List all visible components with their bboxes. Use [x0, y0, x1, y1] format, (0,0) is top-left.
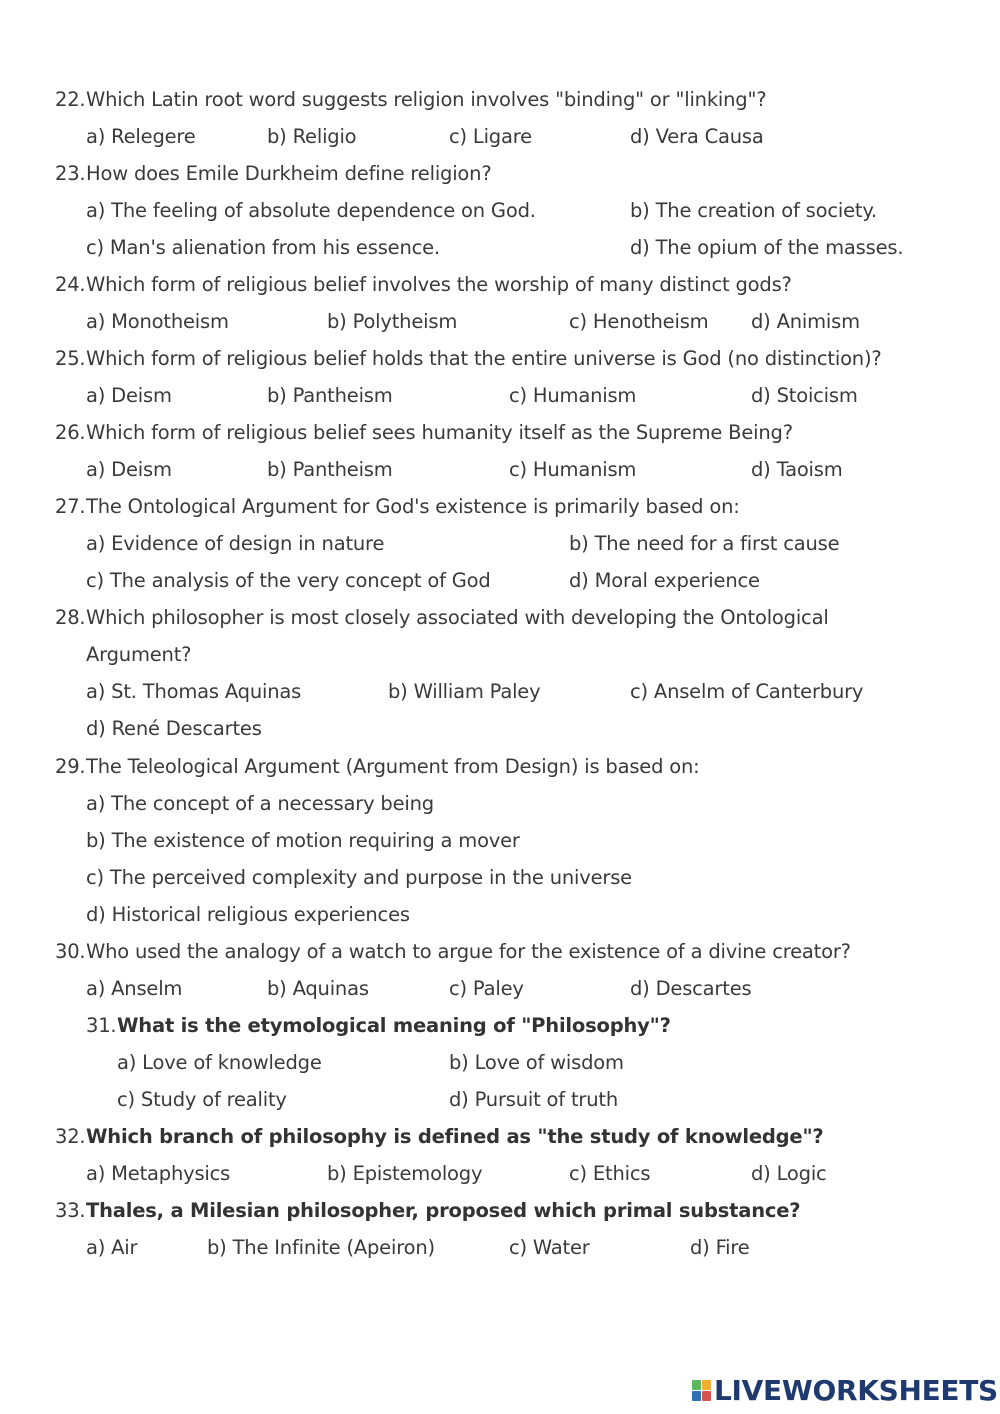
option-d[interactable]: d) Animism — [751, 310, 860, 333]
question-number: 26. — [55, 421, 86, 444]
option-a[interactable]: a) Metaphysics — [86, 1162, 231, 1185]
question-text: Who used the analogy of a watch to argue for the existence of a divine creator? — [86, 940, 851, 963]
option-a[interactable]: a) Air — [86, 1236, 138, 1259]
option-b[interactable]: b) The Infinite (Apeiron) — [207, 1236, 435, 1259]
question-text: Which form of religious belief sees humanity itself as the Supreme Being? — [86, 421, 793, 444]
option-c[interactable]: c) Paley — [449, 977, 524, 1000]
question-number: 31. — [86, 1014, 117, 1037]
option-d[interactable]: d) Descartes — [630, 977, 752, 1000]
option-a[interactable]: a) Monotheism — [86, 310, 229, 333]
option-c[interactable]: c) The analysis of the very concept of God — [86, 569, 491, 592]
option-a[interactable]: a) St. Thomas Aquinas — [86, 680, 302, 703]
option-b[interactable]: b) The need for a first cause — [569, 532, 840, 555]
option-a[interactable]: a) Deism — [86, 384, 172, 407]
question-number: 33. — [55, 1199, 86, 1222]
option-d[interactable]: d) Moral experience — [569, 569, 760, 592]
option-c[interactable]: c) Water — [509, 1236, 590, 1259]
option-c[interactable]: c) Study of reality — [117, 1088, 287, 1111]
option-b[interactable]: b) Pantheism — [267, 384, 393, 407]
option-d[interactable]: d) Logic — [751, 1162, 827, 1185]
question-text: Which philosopher is most closely associated with developing the Ontological — [86, 606, 829, 629]
option-b[interactable]: b) Polytheism — [327, 310, 458, 333]
option-c[interactable]: c) Man's alienation from his essence. — [86, 236, 440, 259]
question-text: The Ontological Argument for God's existence is primarily based on: — [86, 495, 740, 518]
liveworksheets-logo[interactable] — [692, 1374, 998, 1408]
option-d[interactable]: d) René Descartes — [86, 717, 262, 740]
question-text: The Teleological Argument (Argument from Design) is based on: — [86, 755, 700, 778]
question-number: 28. — [55, 606, 86, 629]
option-a[interactable]: a) Love of knowledge — [117, 1051, 322, 1074]
option-a[interactable]: a) Evidence of design in nature — [86, 532, 385, 555]
option-a[interactable]: a) Anselm — [86, 977, 183, 1000]
option-d[interactable]: d) Historical religious experiences — [86, 903, 410, 926]
option-b[interactable]: b) Pantheism — [267, 458, 393, 481]
question-text: Which form of religious belief holds that the entire universe is God (no distinction)? — [86, 347, 882, 370]
option-c[interactable]: c) Humanism — [509, 384, 637, 407]
liveworksheets-logo-icon — [692, 1380, 712, 1402]
option-d[interactable]: d) Fire — [690, 1236, 750, 1259]
option-b[interactable]: b) Epistemology — [327, 1162, 483, 1185]
question-number: 27. — [55, 495, 86, 518]
question-number: 23. — [55, 162, 86, 185]
option-b[interactable]: b) Love of wisdom — [449, 1051, 624, 1074]
option-c[interactable]: c) Humanism — [509, 458, 637, 481]
option-a[interactable]: a) Deism — [86, 458, 172, 481]
option-d[interactable]: d) Pursuit of truth — [449, 1088, 618, 1111]
question-text: Which branch of philosophy is defined as "the study of knowledge"? — [86, 1125, 824, 1148]
option-d[interactable]: d) Taoism — [751, 458, 843, 481]
question-number: 24. — [55, 273, 86, 296]
question-text: Which Latin root word suggests religion involves "binding" or "linking"? — [86, 88, 767, 111]
option-c[interactable]: c) Ligare — [449, 125, 532, 148]
option-c[interactable]: c) The perceived complexity and purpose in the universe — [86, 866, 632, 889]
question-number: 32. — [55, 1125, 86, 1148]
question-number: 25. — [55, 347, 86, 370]
option-a[interactable]: a) Relegere — [86, 125, 196, 148]
option-c[interactable]: c) Anselm of Canterbury — [630, 680, 864, 703]
option-b[interactable]: b) The creation of society. — [630, 199, 877, 222]
brand-name: LIVEWORKSHEETS — [714, 1374, 998, 1407]
question-text: Thales, a Milesian philosopher, proposed which primal substance? — [86, 1199, 801, 1222]
question-number: 22. — [55, 88, 86, 111]
question-text-continued: Argument? — [86, 643, 192, 666]
option-b[interactable]: b) The existence of motion requiring a mover — [86, 829, 520, 852]
question-number: 30. — [55, 940, 86, 963]
question-number: 29. — [55, 755, 86, 778]
option-b[interactable]: b) Aquinas — [267, 977, 369, 1000]
option-b[interactable]: b) Religio — [267, 125, 357, 148]
option-c[interactable]: c) Ethics — [569, 1162, 651, 1185]
option-a[interactable]: a) The feeling of absolute dependence on God. — [86, 199, 536, 222]
option-a[interactable]: a) The concept of a necessary being — [86, 792, 434, 815]
option-d[interactable]: d) The opium of the masses. — [630, 236, 904, 259]
option-c[interactable]: c) Henotheism — [569, 310, 709, 333]
option-d[interactable]: d) Stoicism — [751, 384, 858, 407]
question-text: How does Emile Durkheim define religion? — [86, 162, 492, 185]
question-text: Which form of religious belief involves the worship of many distinct gods? — [86, 273, 792, 296]
option-b[interactable]: b) William Paley — [388, 680, 541, 703]
option-d[interactable]: d) Vera Causa — [630, 125, 764, 148]
question-text: What is the etymological meaning of "Philosophy"? — [117, 1014, 671, 1037]
